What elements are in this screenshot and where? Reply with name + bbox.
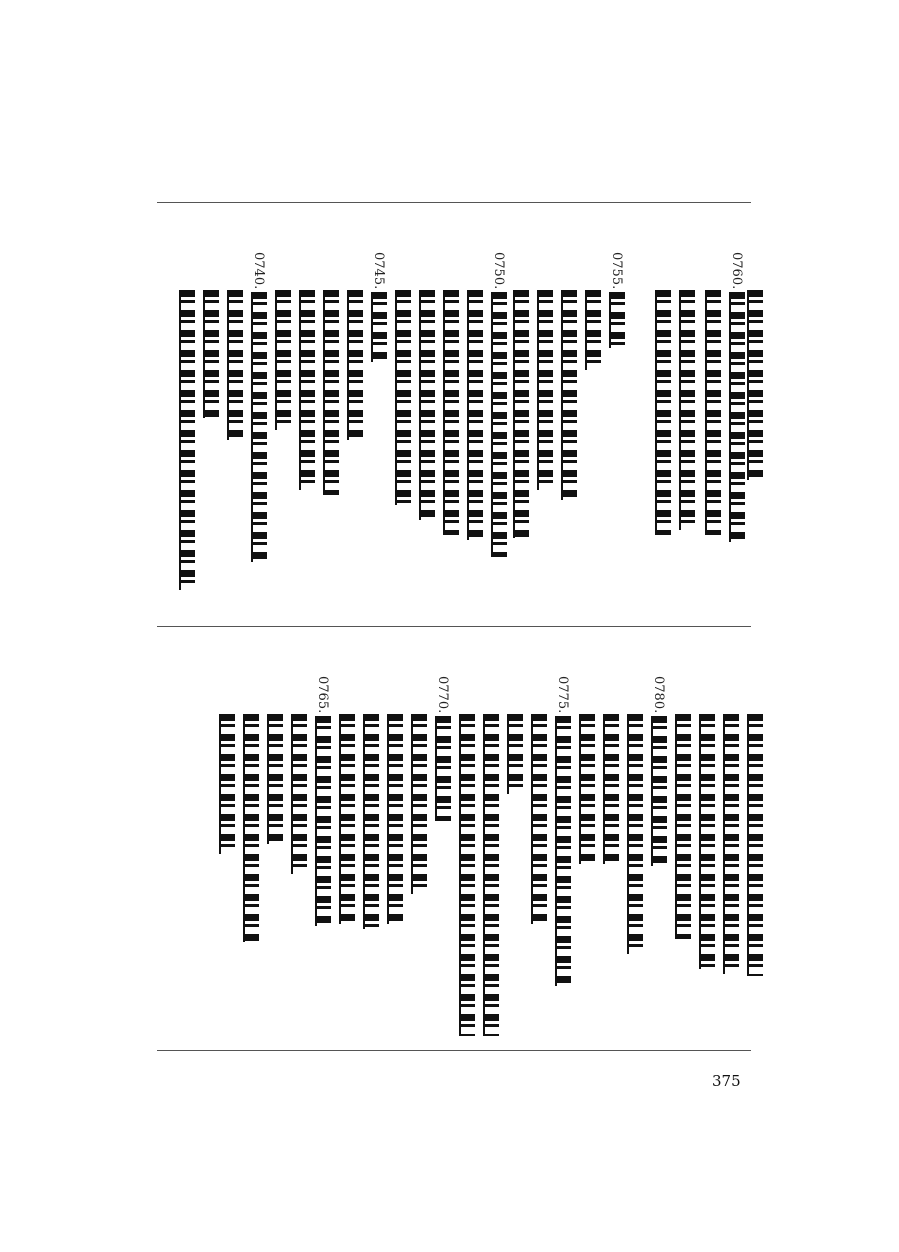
text-column [537,290,553,490]
text-column [513,290,529,538]
text-column [315,716,331,926]
text-column [579,714,595,864]
text-column [411,714,427,894]
text-column [555,716,571,986]
text-column [219,714,235,854]
line-number: 0755. [609,252,624,290]
text-column [609,292,625,348]
text-column [699,714,715,969]
text-column [675,714,691,939]
line-number: 0760. [729,252,744,290]
text-column [651,716,667,866]
page-number: 375 [712,1072,741,1090]
line-number: 0780. [651,676,666,714]
text-column [627,714,643,954]
text-column [339,714,355,924]
text-column [561,290,577,500]
text-column [251,292,267,562]
text-column [459,714,475,1036]
line-number: 0740. [251,252,266,290]
text-column [299,290,315,490]
text-column [747,290,763,480]
text-column [723,714,739,974]
text-column [467,290,483,540]
text-column [227,290,243,440]
text-column [705,290,721,535]
line-number: 0765. [315,676,330,714]
text-column [371,292,387,362]
text-column [395,290,411,505]
text-column [491,292,507,557]
line-number: 0775. [555,676,570,714]
text-column [179,290,195,590]
text-column [679,290,695,530]
text-column [363,714,379,929]
line-number: 0750. [491,252,506,290]
text-column [747,714,763,976]
text-column [291,714,307,874]
text-column [387,714,403,924]
text-column [347,290,363,440]
text-column [267,714,283,844]
bottom-rule [157,1050,751,1051]
text-column [275,290,291,430]
line-number: 0745. [371,252,386,290]
text-column [603,714,619,864]
lower-text-block [157,634,751,1044]
text-column [585,290,601,370]
middle-rule [157,626,751,627]
text-column [507,714,523,794]
text-column [483,714,499,1036]
text-column [443,290,459,535]
text-column [323,290,339,495]
text-column [435,716,451,821]
text-column [419,290,435,520]
text-column [243,714,259,942]
text-column [655,290,671,535]
text-column [531,714,547,924]
text-column [729,292,745,542]
text-column [203,290,219,418]
line-number: 0770. [435,676,450,714]
top-rule [157,202,751,203]
upper-text-block [157,210,751,620]
